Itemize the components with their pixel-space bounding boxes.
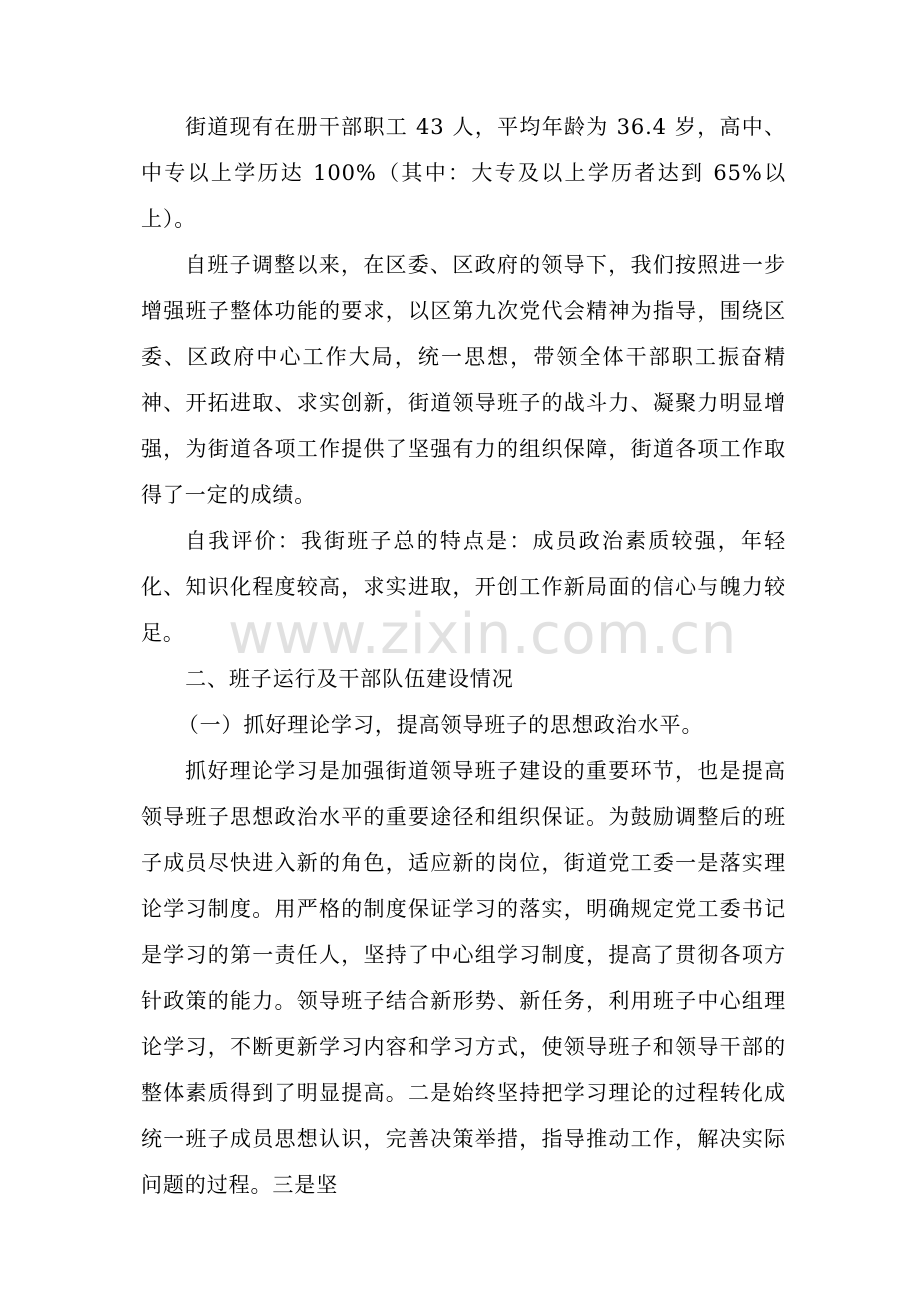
- paragraph-self-evaluation: 自我评价：我街班子总的特点是：成员政治素质较强，年轻化、知识化程度较高，求实进取，开创工作新局面的信心与魄力较足。: [141, 529, 786, 645]
- paragraph-staff-stats: 街道现有在册干部职工 43 人，平均年龄为 36.4 岁，高中、中专以上学历达 100%（其中：大专及以上学历者达到 65%以上）。: [141, 115, 786, 231]
- paragraph-team-adjustment: 自班子调整以来，在区委、区政府的领导下，我们按照进一步增强班子整体功能的要求，以区第九次党代会精神为指导，围绕区委、区政府中心工作大局，统一思想，带领全体干部职工振奋精神、开拓进取、求实创新，街道领导班子的战斗力、凝聚力明显增强，为街道各项工作提供了坚强有力的组织保障，街道各项工作取得了一定的成绩。: [141, 253, 786, 507]
- document-body: [141, 104, 786, 1208]
- subsection-heading: （一）抓好理论学习，提高领导班子的思想政治水平。: [177, 713, 704, 737]
- section-heading: 二、班子运行及干部队伍建设情况: [185, 667, 514, 691]
- watermark-text: www.zixin.com.cn: [228, 602, 737, 667]
- paragraph-theory-study: 抓好理论学习是加强街道领导班子建设的重要环节，也是提高领导班子思想政治水平的重要途径和组织保证。为鼓励调整后的班子成员尽快进入新的角色，适应新的岗位，街道党工委一是落实理论学习制度。用严格的制度保证学习的落实，明确规定党工委书记是学习的第一责任人，坚持了中心组学习制度，提高了贯彻各项方针政策的能力。领导班子结合新形势、新任务，利用班子中心组理论学习，不断更新学习内容和学习方式，使领导班子和领导干部的整体素质得到了明显提高。二是始终坚持把学习理论的过程转化成统一班子成员思想认识，完善决策举措，指导推动工作，解决实际问题的过程。三是坚: [141, 759, 786, 1197]
